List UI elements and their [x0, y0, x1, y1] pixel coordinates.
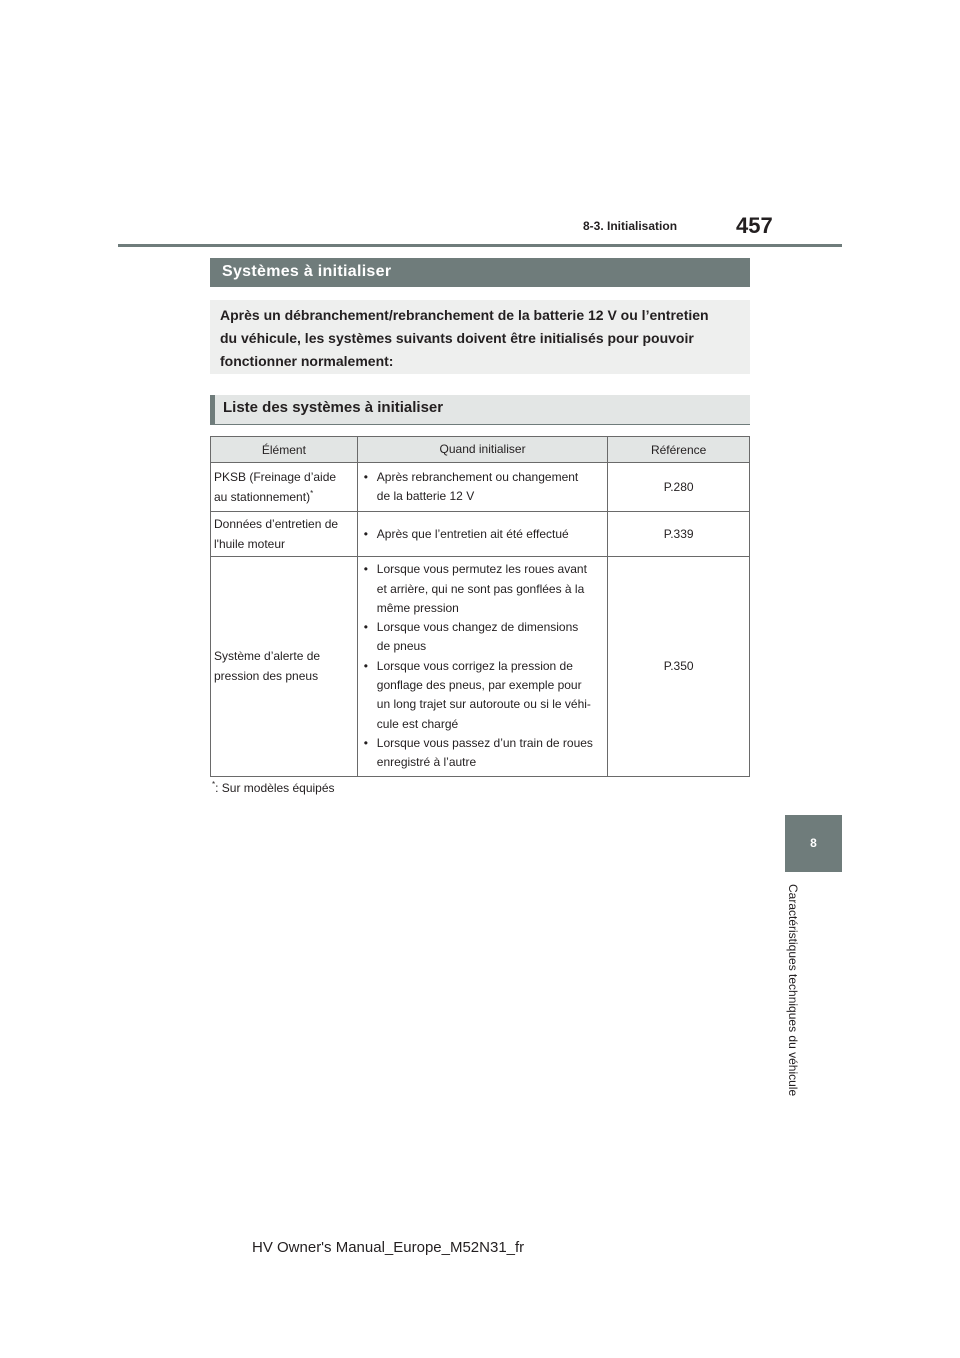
column-header-reference: Référence: [608, 437, 750, 463]
list-item: • Lorsque vous passez d’un train de roues enregistré à l’autre: [360, 734, 605, 773]
reference-cell: P.350: [608, 557, 750, 776]
when-cell: [357, 512, 607, 557]
footnote-text: : Sur modèles équipés: [215, 781, 335, 795]
when-cell: [357, 557, 607, 776]
list-item: • Après que l’entretien ait été effectué: [360, 525, 605, 544]
list-item: • Lorsque vous changez de dimensions de pneus: [360, 618, 605, 657]
intro-line: fonctionner normalement:: [220, 353, 394, 369]
reference-cell: P.280: [608, 463, 750, 512]
table-row: [211, 512, 750, 557]
column-header-when: Quand initialiser: [357, 437, 607, 463]
column-header-element: Élément: [211, 437, 358, 463]
table-header-row: [211, 437, 750, 463]
element-cell: PKSB (Freinage d’aide au stationnement)*: [211, 463, 358, 512]
footnote: [212, 781, 335, 795]
reference-cell: P.339: [608, 512, 750, 557]
systems-table: [210, 436, 750, 777]
footer-text: HV Owner's Manual_Europe_M52N31_fr: [252, 1239, 525, 1256]
list-item: • Lorsque vous permutez les roues avant et arrière, qui ne sont pas gonflées à la même pression: [360, 560, 605, 618]
list-item: • Lorsque vous corrigez la pression de gonflage des pneus, par exemple pour un long trajet sur autoroute ou si le véhi- cule est chargé: [360, 657, 605, 734]
page-number: 457: [736, 213, 773, 238]
section-heading: 8-3. Initialisation: [583, 219, 678, 233]
table-row: [211, 463, 750, 512]
list-item: • Après rebranchement ou changement de la batterie 12 V: [360, 468, 605, 507]
chapter-label: Caractéristiques techniques du véhicule: [786, 884, 800, 1097]
element-cell: Système d’alerte de pression des pneus: [211, 557, 358, 776]
table-row: [211, 557, 750, 776]
element-cell: Données d’entretien de l'huile moteur: [211, 512, 358, 557]
footnote-mark: *: [310, 489, 314, 499]
intro-line: Après un débranchement/rebranchement de la batterie 12 V ou l’entretien: [220, 307, 709, 323]
when-cell: [357, 463, 607, 512]
chapter-tab[interactable]: 8: [785, 815, 842, 872]
intro-box: [210, 300, 750, 374]
header-divider: [118, 244, 842, 247]
section-title: Systèmes à initialiser: [210, 258, 750, 287]
footnote-mark: *: [212, 780, 216, 789]
subsection-title: Liste des systèmes à initialiser: [210, 395, 750, 425]
intro-line: du véhicule, les systèmes suivants doivent être initialisés pour pouvoir: [220, 330, 694, 346]
